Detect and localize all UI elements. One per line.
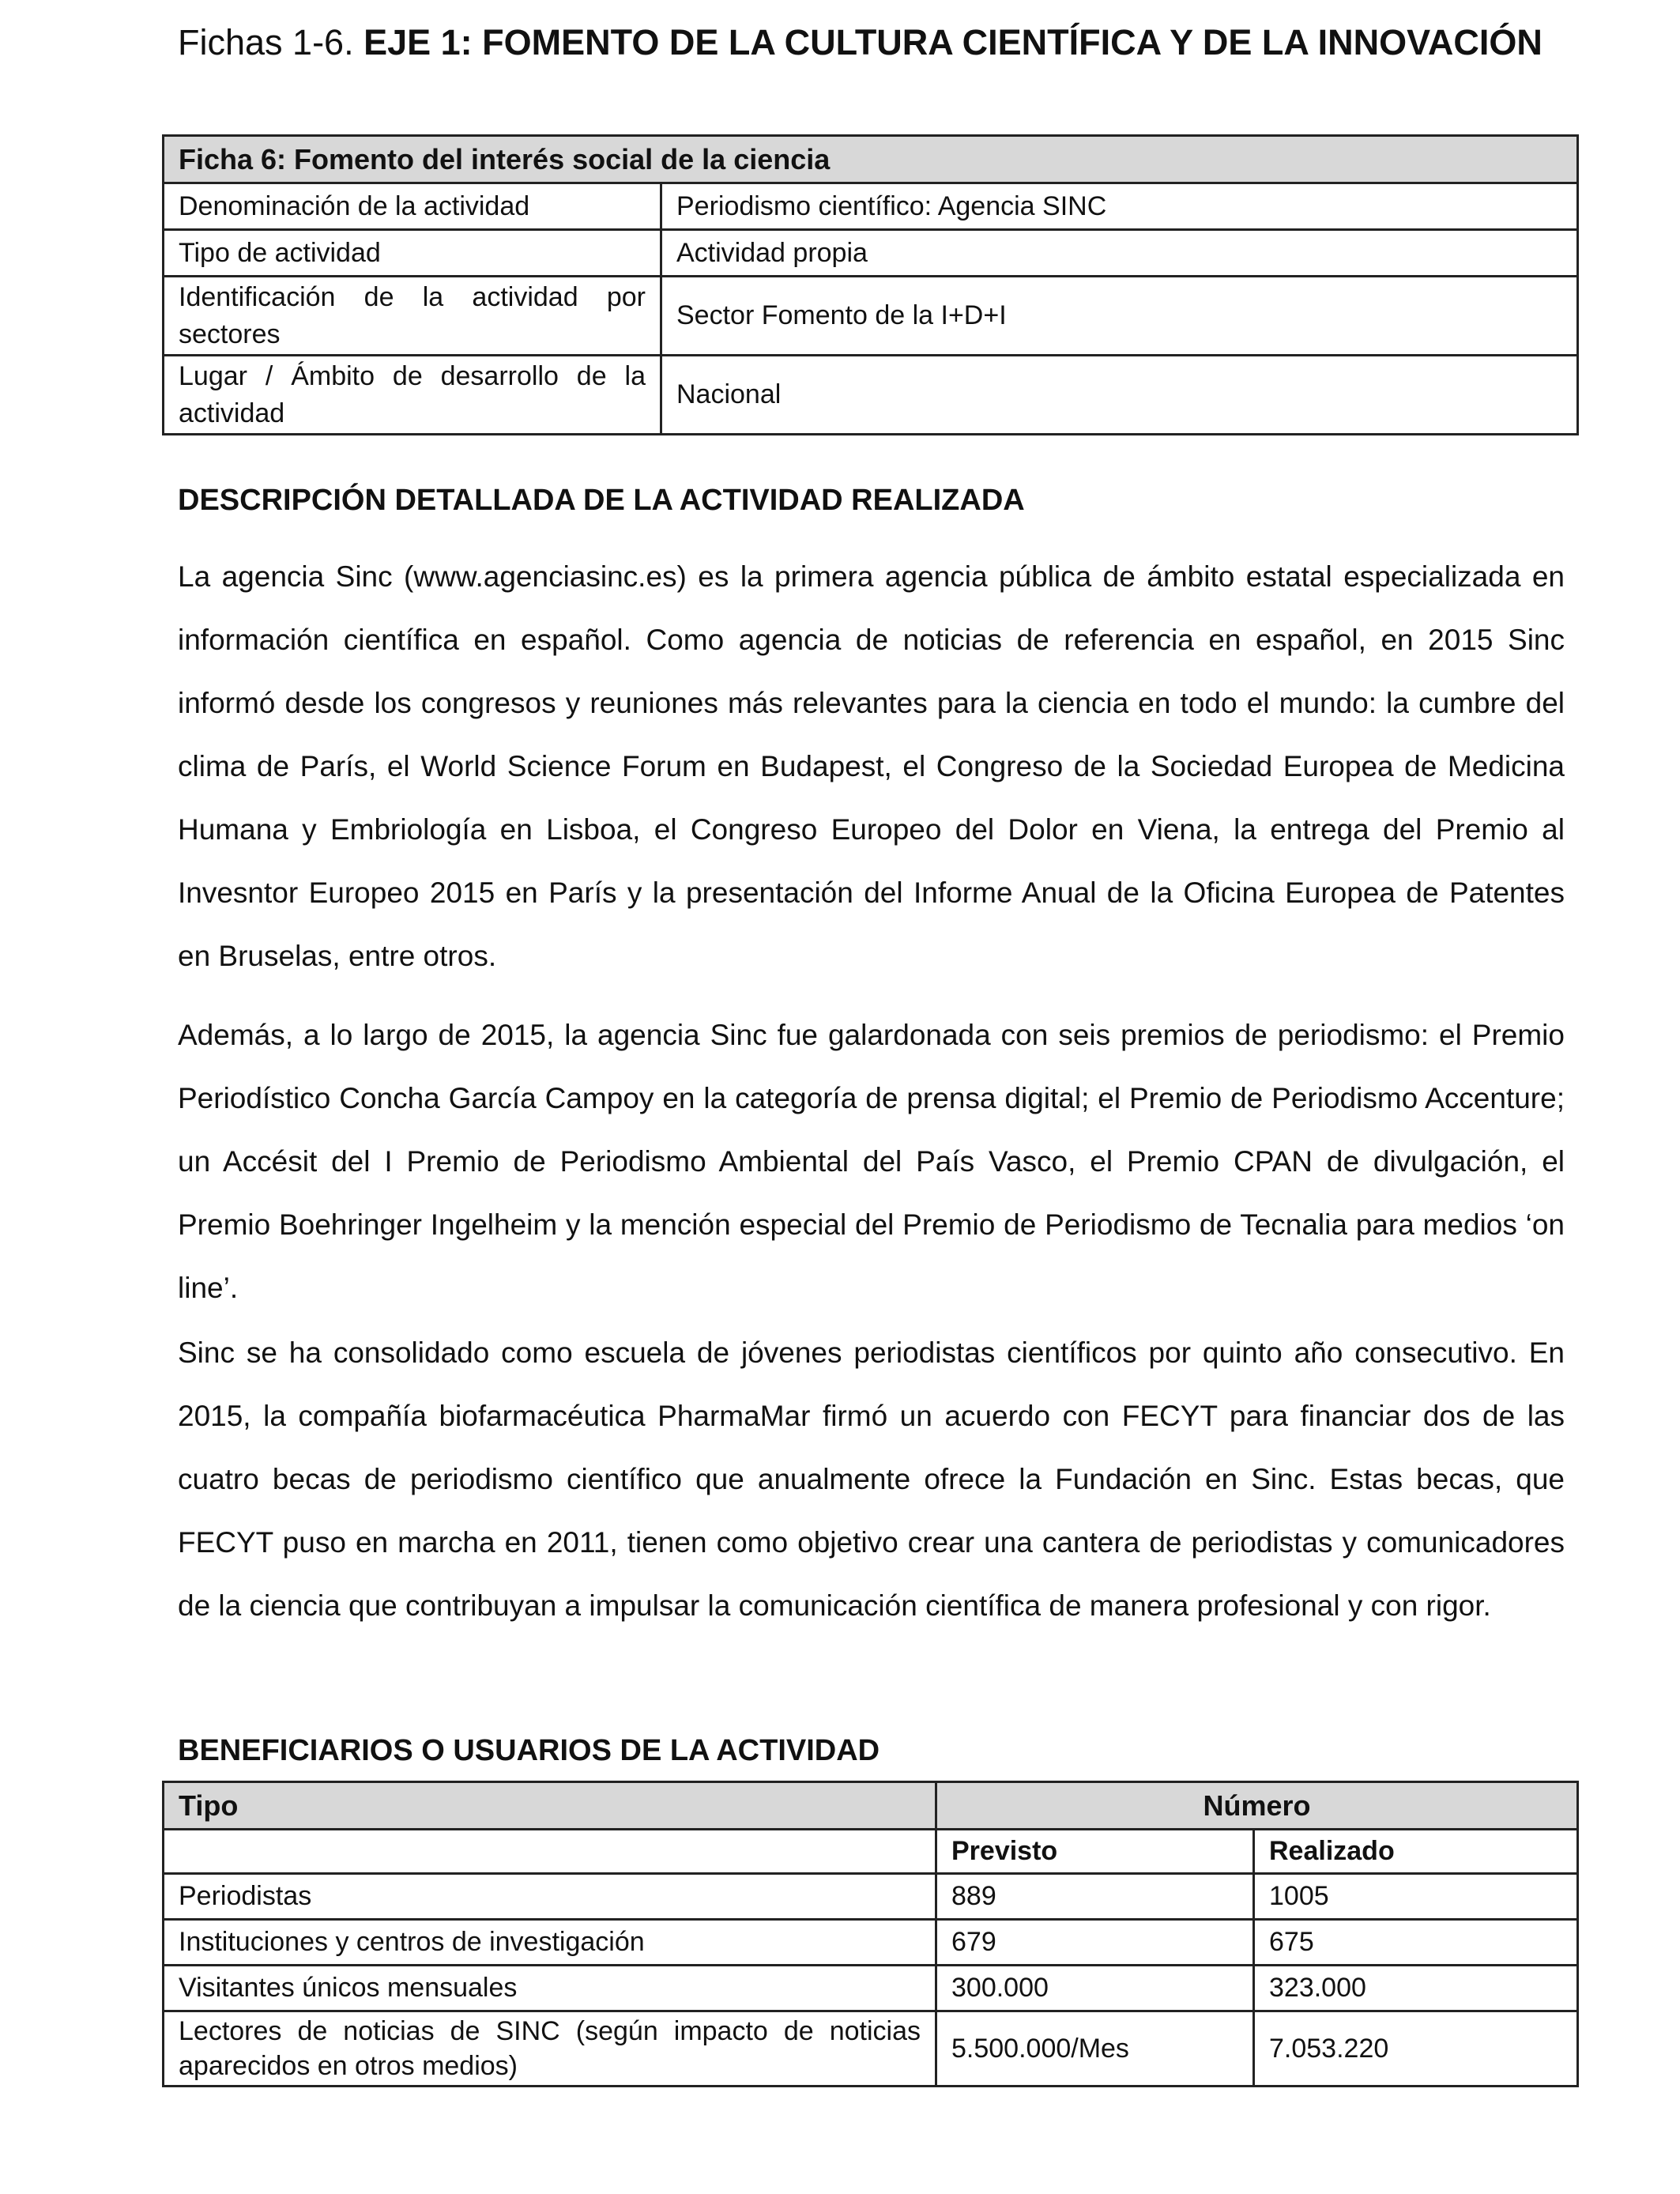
cell-previsto: 300.000 [936,1966,1254,2011]
table-row [164,1920,1578,1966]
ficha-label: Identificación de la actividad por sectores [164,277,661,356]
table-row [164,356,1578,435]
empty-cell [164,1830,936,1874]
cell-previsto: 889 [936,1874,1254,1920]
paragraph-text: Además, a lo largo de 2015, la agencia Sinc fue galardonada con seis premios de periodismo: el Premio Periodístico Concha García Campoy en la categoría de prensa digital; el Premio de Periodismo Accenture; un Accésit del I Premio de Periodismo Ambiental del País Vasco, el Premio CPAN de divulgación, el Premio Boehringer Ingelheim y la mención especial del Premio de Periodismo de Tecnalia para medios ‘on line’. [178,1019,1565,1304]
paragraph-text: La agencia Sinc (www.agenciasinc.es) es la primera agencia pública de ámbito estatal especializada en información científica en español. Como agencia de noticias de referencia en español, en 2015 Sinc informó desde los congresos y reuniones más relevantes para la ciencia en todo el mundo: la cumbre del clima de París, el World Science Forum en Budapest, el Congreso de la Sociedad Europea de Medicina Humana y Embriología en Lisboa, el Congreso Europeo del Dolor en Viena, la entrega del Premio al Invesntor Europeo 2015 en París y la presentación del Informe Anual de la Oficina Europea de Patentes en Bruselas, entre otros. [178,560,1565,972]
cell-tipo: Periodistas [164,1874,936,1920]
beneficiaries-table [162,1781,1579,2087]
cell-tipo: Lectores de noticias de SINC (según impacto de noticias aparecidos en otros medios) [164,2011,936,2087]
column-header-realizado: Realizado [1254,1830,1578,1874]
cell-realizado: 323.000 [1254,1966,1578,2011]
ficha-value: Sector Fomento de la I+D+I [661,277,1578,356]
ficha-value: Nacional [661,356,1578,435]
cell-tipo: Visitantes únicos mensuales [164,1966,936,2011]
table-row [164,2011,1578,2087]
description-heading: DESCRIPCIÓN DETALLADA DE LA ACTIVIDAD REALIZADA [178,484,1025,517]
table-row [164,1874,1578,1920]
table-row [164,183,1578,230]
table-row [164,230,1578,277]
beneficiaries-heading: BENEFICIARIOS O USUARIOS DE LA ACTIVIDAD [178,1734,880,1767]
description-paragraph [178,1321,1565,1638]
column-header-tipo: Tipo [164,1782,936,1830]
cell-tipo: Instituciones y centros de investigación [164,1920,936,1966]
ficha-label: Tipo de actividad [164,230,661,277]
description-paragraph [178,545,1565,988]
ficha-label: Denominación de la actividad [164,183,661,230]
cell-previsto: 5.500.000/Mes [936,2011,1254,2087]
page-title [178,17,1569,68]
title-prefix: Fichas 1-6. [178,22,354,62]
column-header-numero: Número [936,1782,1578,1830]
ficha-label: Lugar / Ámbito de desarrollo de la actividad [164,356,661,435]
cell-realizado: 1005 [1254,1874,1578,1920]
ficha-header: Ficha 6: Fomento del interés social de la ciencia [164,136,1578,183]
table-row [164,277,1578,356]
ficha-value: Periodismo científico: Agencia SINC [661,183,1578,230]
description-paragraph [178,1004,1565,1320]
cell-realizado: 7.053.220 [1254,2011,1578,2087]
paragraph-text: Sinc se ha consolidado como escuela de jóvenes periodistas científicos por quinto año consecutivo. En 2015, la compañía biofarmacéutica PharmaMar firmó un acuerdo con FECYT para financiar dos de las cuatro becas de periodismo científico que anualmente ofrece la Fundación en Sinc. Estas becas, que FECYT puso en marcha en 2011, tienen como objetivo crear una cantera de periodistas y comunicadores de la ciencia que contribuyan a impulsar la comunicación científica de manera profesional y con rigor. [178,1336,1565,1622]
column-header-previsto: Previsto [936,1830,1254,1874]
ficha-value: Actividad propia [661,230,1578,277]
cell-previsto: 679 [936,1920,1254,1966]
title-text: EJE 1: FOMENTO DE LA CULTURA CIENTÍFICA Y DE LA INNOVACIÓN [353,22,1543,62]
cell-realizado: 675 [1254,1920,1578,1966]
ficha-table [162,134,1579,435]
table-row [164,1966,1578,2011]
